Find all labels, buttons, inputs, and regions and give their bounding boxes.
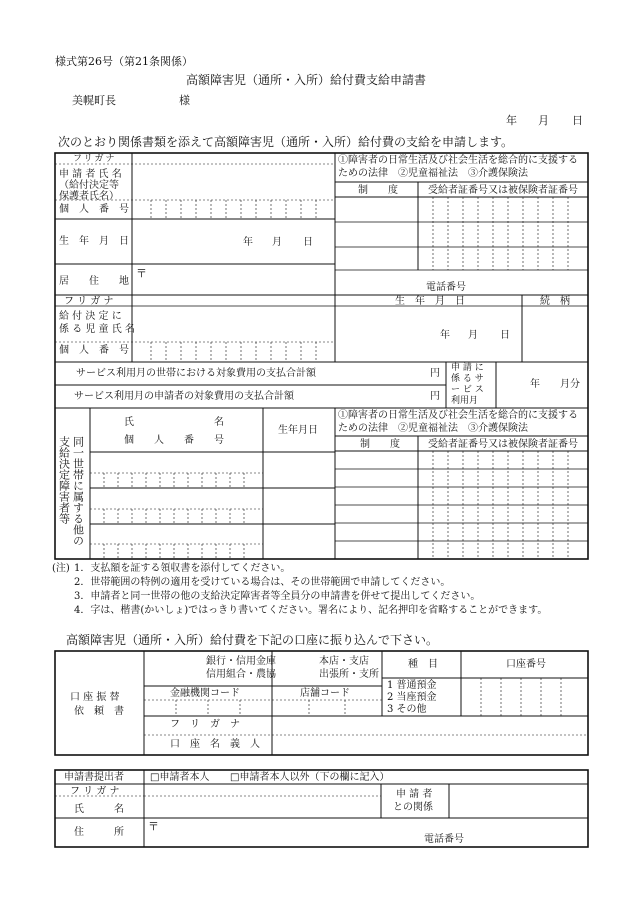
members-id-header: 個 人 番 号	[124, 435, 224, 446]
service-month-label-3: ー ビ ス	[451, 385, 484, 395]
submitter-furigana-label: フ リ ガ ナ	[70, 786, 120, 797]
applicant-address-label: 居 住 地	[59, 276, 129, 287]
applicant-phone-label: 電話番号	[426, 282, 466, 293]
service-month-label-2: 係 る サ	[451, 374, 484, 384]
law-box-line2: ための法律 ②児童福祉法 ③介護保険法	[338, 168, 528, 179]
bank-code-label: 金融機関コード	[170, 688, 240, 699]
applicant-name-label: 申 請 者 氏 名	[59, 169, 122, 180]
intro-text: 次のとおり関係書類を添えて高額障害児（通所・入所）給付費の支給を申請します。	[58, 135, 514, 149]
submitter-phone-label: 電話番号	[424, 834, 464, 845]
child-label-1: 給 付 決 定 に	[59, 311, 122, 322]
bank-types-2: 信用組合・農協	[206, 669, 276, 680]
applicant-name-sub2: 保護者氏名）	[59, 191, 119, 202]
applicant-total-label: サービス利用月の申請者の対象費用の支払合計額	[74, 391, 294, 402]
branch-types-1: 本店・支店	[319, 656, 369, 667]
members-law-line2: ための法律 ②児童福祉法 ③介護保険法	[338, 423, 528, 434]
child-id-label: 個 人 番 号	[59, 345, 129, 356]
notes-prefix: (注)	[52, 563, 70, 574]
postal-mark: 〒	[136, 267, 147, 280]
bank-left-label-1: 口 座 振 替	[70, 692, 120, 703]
addressee: 美幌町長	[72, 94, 116, 107]
members-law-col-cert: 受給者証番号又は被保険者証番号	[428, 439, 578, 450]
form-title: 高額障害児（通所・入所）給付費支給申請書	[186, 73, 427, 87]
applicant-birth-label: 生 年 月 日	[59, 236, 129, 247]
account-number-header: 口座番号	[506, 659, 546, 670]
account-kind-2: 2 当座預金	[387, 692, 437, 703]
form-number: 様式第26号（第21条関係）	[55, 55, 193, 68]
note-1: 1．支払額を証する領収書を添付してください。	[74, 563, 291, 574]
child-birth-year: 年	[440, 330, 450, 341]
submitter-label: 申請書提出者	[64, 772, 124, 783]
account-kind-1: 1 普通預金	[387, 680, 437, 691]
date-year-label: 年	[506, 114, 517, 127]
date-day-label: 日	[572, 114, 583, 127]
submitter-self-option[interactable]: □申請者本人	[150, 772, 210, 783]
account-kind-header: 種 目	[408, 659, 438, 670]
holder-furigana-label: フ リ ガ ナ	[170, 719, 240, 730]
household-total-label: サービス利用月の世帯における対象費用の支払合計額	[76, 368, 316, 379]
members-side-col2: 同一世帯に属する他の	[71, 436, 85, 546]
service-month-month: 月分	[560, 379, 580, 390]
law-col-system: 制 度	[358, 185, 398, 196]
child-relation-header: 続 柄	[540, 296, 570, 307]
household-total-yen: 円	[430, 368, 440, 379]
applicant-birth-year: 年	[243, 237, 253, 248]
note-2: 2．世帯範囲の特例の適用を受けている場合は、その世帯範囲で申請してください。	[74, 577, 451, 588]
branch-types-2: 出張所・支所	[319, 669, 379, 680]
service-month-label-1: 申 請 に	[451, 363, 484, 373]
applicant-id-label: 個 人 番 号	[59, 204, 129, 215]
submitter-name-label: 氏 名	[74, 804, 124, 815]
service-month-year: 年	[530, 379, 540, 390]
law-col-cert: 受給者証番号又は被保険者証番号	[428, 185, 578, 196]
account-holder-label: 口 座 名 義 人	[170, 739, 260, 750]
child-birth-header: 生 年 月 日	[395, 296, 465, 307]
applicant-total-yen: 円	[430, 391, 440, 402]
applicant-birth-day: 日	[303, 237, 313, 248]
law-box-line1: ①障害者の日常生活及び社会生活を総合的に支援する	[338, 155, 578, 166]
child-furigana-label: フ リ ガ ナ	[64, 296, 114, 307]
account-kind-3: 3 その他	[387, 704, 427, 715]
submitter-address-label: 住 所	[74, 827, 124, 838]
applicant-furigana-label: フリガナ	[73, 154, 117, 164]
submitter-relation-2: との関係	[393, 802, 433, 813]
service-month-label-4: 利用月	[451, 396, 479, 406]
applicant-birth-month: 月	[272, 237, 282, 248]
submitter-other-option[interactable]: □申請者本人以外（下の欄に記入）	[230, 772, 390, 783]
note-3: 3．申請者と同一世帯の他の支給決定障害者等全員分の申請書を併せて提出してください。	[74, 591, 481, 602]
child-birth-day: 日	[500, 330, 510, 341]
members-law-line1: ①障害者の日常生活及び社会生活を総合的に支援する	[338, 410, 578, 421]
branch-code-label: 店舗コード	[300, 688, 350, 699]
note-4: 4．字は、楷書(かいしょ)ではっきり書いてください。署名により、記名押印を省略することができます。	[74, 605, 548, 616]
child-birth-month: 月	[468, 330, 478, 341]
applicant-name-sub1: （給付決定等	[59, 180, 119, 191]
child-label-2: 係 る 児 童 氏 名	[59, 324, 135, 335]
date-month-label: 月	[538, 114, 549, 127]
bank-heading: 高額障害児（通所・入所）給付費を下記の口座に振り込んで下さい。	[66, 633, 439, 647]
bank-left-label-2: 依 頼 書	[74, 706, 124, 717]
members-birth-header: 生年月日	[278, 425, 318, 436]
members-law-col-system: 制 度	[360, 439, 400, 450]
members-name-header: 氏 名	[124, 417, 224, 428]
honorific: 様	[179, 94, 190, 107]
submitter-relation-1: 申 請 者	[396, 789, 433, 800]
submitter-postal-mark: 〒	[148, 820, 159, 833]
members-side-col1: 支給決定障害者等	[57, 436, 71, 524]
bank-types-1: 銀行・信用金庫	[206, 656, 276, 667]
